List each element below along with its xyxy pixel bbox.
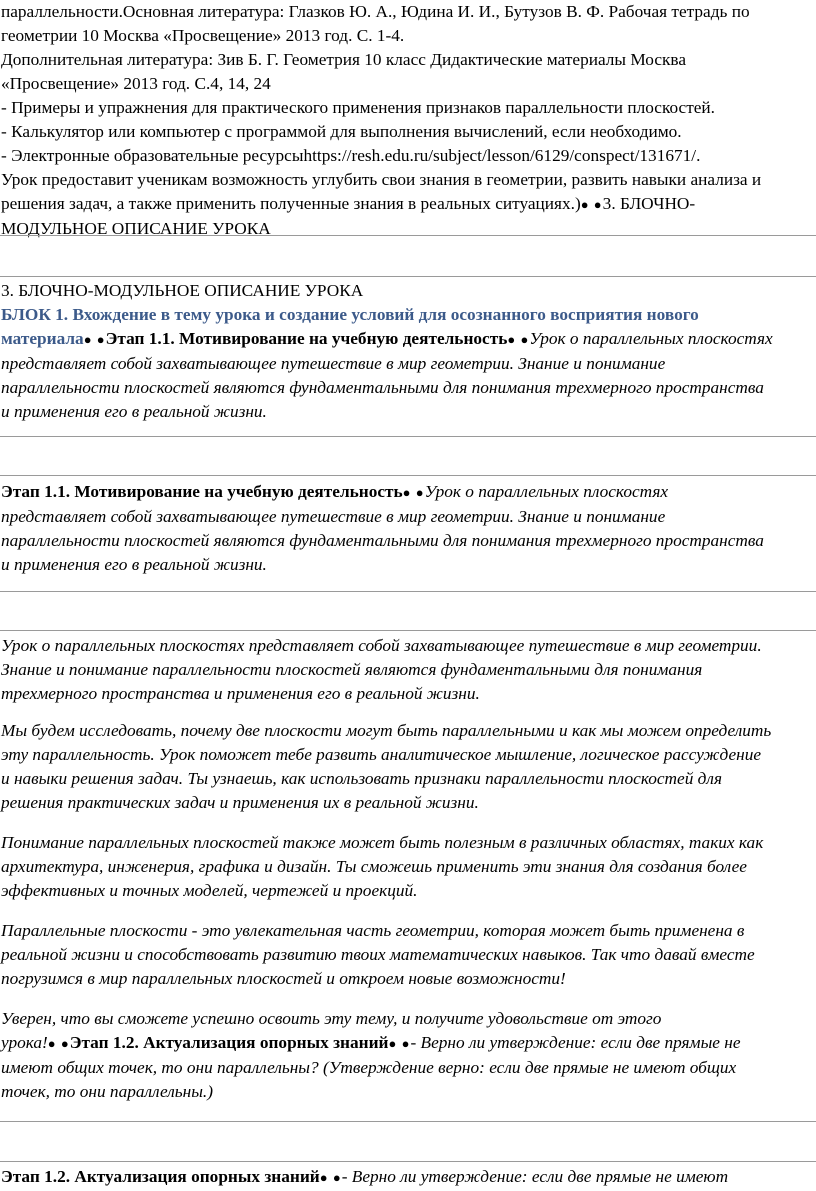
text-line: параллельности.Основная литература: Глазков Ю. А., Юдина И. И., Бутузов В. Ф. Рабочая тетрадь по (1, 2, 750, 21)
stage-title: Этап 1.2. Актуализация опорных знаний (69, 1033, 389, 1052)
text-run: урока! (1, 1033, 48, 1052)
text-line: эту параллельность. Урок поможет тебе развить аналитическое мышление, логическое рассуждение (1, 745, 762, 764)
text-line: и применения его в реальной жизни. (1, 555, 267, 574)
text-line: Мы будем исследовать, почему две плоскости могут быть параллельными и как мы можем определить (1, 721, 772, 740)
text-line: МОДУЛЬНОЕ ОПИСАНИЕ УРОКА (1, 219, 271, 238)
divider (0, 235, 816, 236)
text-line (1, 1165, 815, 1190)
paragraph (1, 634, 815, 706)
text-line: эффективных и точных моделей, чертежей и проекций. (1, 881, 418, 900)
bullet-dots: ● ● (507, 332, 530, 347)
text-line: Уверен, что вы сможете успешно освоить эту тему, и получите удовольствие от этого (1, 1009, 662, 1028)
section-block-3-p2 (0, 719, 816, 815)
text-line: представляет собой захватывающее путешествие в мир геометрии. Знание и понимание (1, 354, 666, 373)
text-line: Параллельные плоскости - это увлекательная часть геометрии, которая может быть применена в (1, 921, 745, 940)
text-line (1, 327, 815, 352)
bullet-dots: ● ● (83, 332, 106, 347)
text-run: 3. БЛОЧНО- (602, 194, 696, 213)
text-line: геометрии 10 Москва «Просвещение» 2013 год. С. 1-4. (1, 26, 405, 45)
bullet-dots: ● ● (47, 1036, 70, 1051)
text-line: трехмерного пространства и применения его в реальной жизни. (1, 684, 480, 703)
bullet-dots: ● ● (319, 1170, 342, 1185)
text-line: реальной жизни и способствовать развитию твоих математических навыков. Так что давай вместе (1, 945, 755, 964)
divider (0, 475, 816, 476)
text-line: - Электронные образовательные ресурсыhttps://resh.edu.ru/subject/lesson/6129/conspect/131671/. (1, 146, 701, 165)
text-run: Урок о параллельных плоскостях (424, 482, 669, 501)
divider (0, 276, 816, 277)
text-line: и применения его в реальной жизни. (1, 402, 267, 421)
stage-title: Этап 1.1. Мотивирование на учебную деятельность (105, 329, 508, 348)
text-line: представляет собой захватывающее путешествие в мир геометрии. Знание и понимание (1, 507, 666, 526)
text-line: Урок предоставит ученикам возможность углубить свои знания в геометрии, развить навыки анализа и (1, 170, 762, 189)
text-line: имеют общих точек, то они параллельны? (Утверждение верно: если две прямые не имеют общих (1, 1058, 737, 1077)
section-block-3 (0, 634, 816, 706)
text-run: - Верно ли утверждение: если две прямые не (410, 1033, 741, 1052)
text-run: Урок о параллельных плоскостях (529, 329, 773, 348)
text-line (1, 192, 815, 217)
section-block-3-p3 (0, 831, 816, 903)
divider (0, 591, 816, 592)
section-block-3-p5 (0, 1007, 816, 1104)
text-line: погрузимся в мир параллельных плоскостей и откроем новые возможности! (1, 969, 566, 988)
stage-title: Этап 1.1. Мотивирование на учебную деятельность (1, 482, 403, 501)
text-line: решения практических задач и применения их в реальной жизни. (1, 793, 479, 812)
references-block (0, 0, 816, 241)
text-line: параллельности плоскостей являются фундаментальными для понимания трехмерного пространства (1, 531, 764, 550)
section-heading: 3. БЛОЧНО-МОДУЛЬНОЕ ОПИСАНИЕ УРОКА (1, 281, 364, 300)
block-title: материала (1, 329, 84, 348)
block-title: БЛОК 1. Вхождение в тему урока и создание условий для осознанного восприятия нового (1, 305, 699, 324)
section-block-4 (0, 1165, 816, 1190)
bullet-dots: ● ● (580, 197, 603, 212)
text-line: - Примеры и упражнения для практического применения признаков параллельности плоскостей. (1, 98, 715, 117)
text-line: Дополнительная литература: Зив Б. Г. Геометрия 10 класс Дидактические материалы Москва (1, 50, 687, 69)
text-line (1, 1031, 815, 1056)
text-line: - Калькулятор или компьютер с программой для выполнения вычислений, если необходимо. (1, 122, 682, 141)
bullet-dots: ● ● (388, 1036, 411, 1051)
bullet-dots: ● ● (402, 485, 425, 500)
text-line: Урок о параллельных плоскостях представляет собой захватывающее путешествие в мир геометрии. (1, 636, 762, 655)
section-block-3-p4 (0, 919, 816, 991)
section-block-1 (0, 279, 816, 424)
divider (0, 1121, 816, 1122)
text-line (1, 480, 815, 505)
text-line: и навыки решения задач. Ты узнаешь, как использовать признаки параллельности плоскостей для (1, 769, 722, 788)
divider (0, 630, 816, 631)
text-line: точек, то они параллельны.) (1, 1082, 213, 1101)
stage-title: Этап 1.2. Актуализация опорных знаний (1, 1167, 320, 1186)
text-run: - Верно ли утверждение: если две прямые не имеют (341, 1167, 729, 1186)
section-block-2 (0, 480, 816, 577)
text-line: «Просвещение» 2013 год. С.4, 14, 24 (1, 74, 271, 93)
divider (0, 436, 816, 437)
text-run: решения задач, а также применить полученные знания в реальных ситуациях.) (1, 194, 581, 213)
text-line: Знание и понимание параллельности плоскостей являются фундаментальными для понимания (1, 660, 703, 679)
text-line: архитектура, инженерия, графика и дизайн. Ты сможешь применить эти знания для создания более (1, 857, 747, 876)
text-line: Понимание параллельных плоскостей также может быть полезным в различных областях, таких как (1, 833, 764, 852)
divider (0, 1161, 816, 1162)
text-line: параллельности плоскостей являются фундаментальными для понимания трехмерного пространства (1, 378, 764, 397)
